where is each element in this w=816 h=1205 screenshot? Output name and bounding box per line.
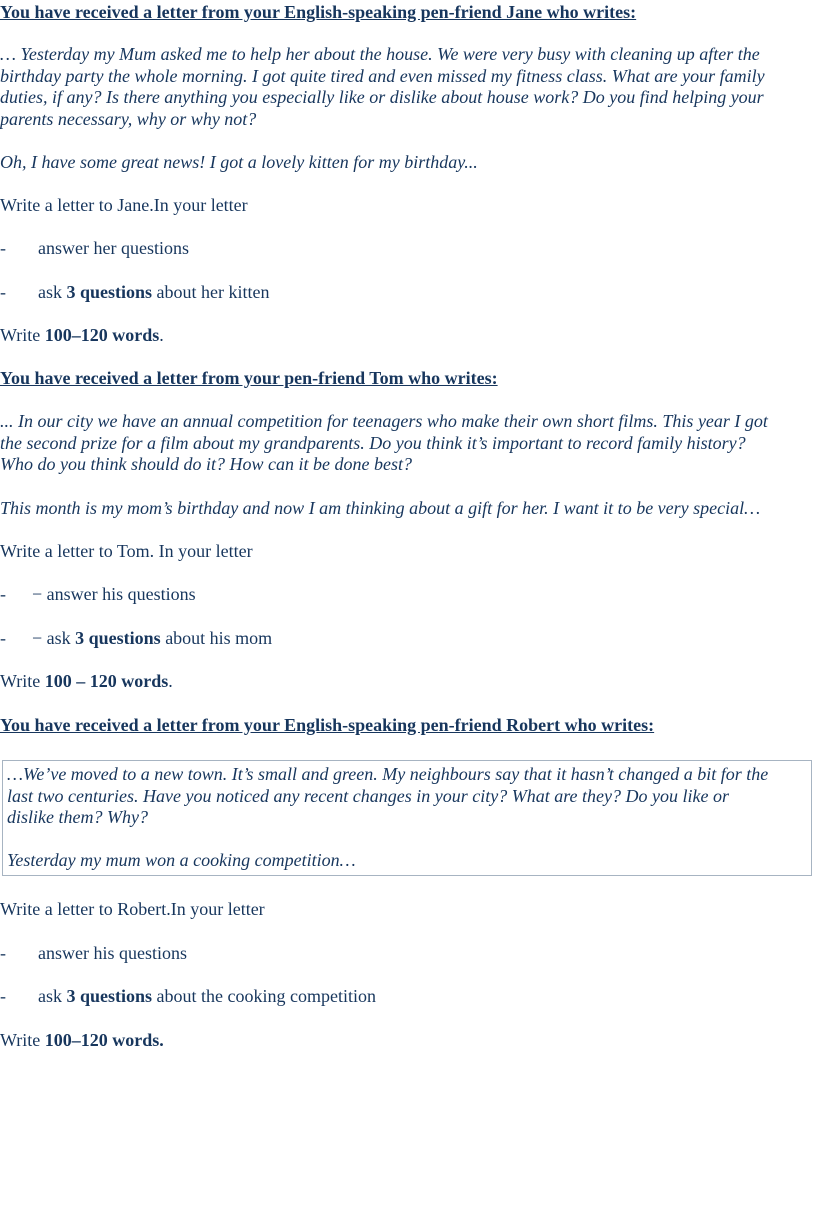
task1-letter-line: birthday party the whole morning. I got quite tired and even missed my fitness class. What are your family: [0, 65, 765, 86]
bullet-text-bold: 3 questions: [75, 628, 161, 648]
task2-bullet-2-text: [32, 628, 272, 650]
bullet-text-pre: − ask: [32, 628, 76, 648]
task1-letter-line: … Yesterday my Mum asked me to help her about the house. We were very busy with cleaning up after the: [0, 44, 760, 64]
word-count-bold: 100 – 120 words: [44, 671, 169, 691]
word-count-bold: 100–120 words.: [44, 1030, 164, 1050]
task2-bullet-1-text: − answer his questions: [32, 584, 196, 604]
task3-letter-excerpt: [7, 764, 807, 829]
bullet-text-bold: 3 questions: [66, 986, 153, 1006]
task1-letter-line: parents necessary, why or why not?: [0, 108, 257, 129]
word-count-post: .: [159, 325, 164, 345]
task3-letter-line: dislike them? Why?: [7, 807, 148, 827]
task1-letter-line: duties, if any? Is there anything you especially like or dislike about house work? Do you find helping your: [0, 87, 764, 107]
task2-letter-excerpt: [0, 411, 812, 476]
bullet-text-post: about her kitten: [152, 282, 270, 302]
bullet-text-bold: 3 questions: [66, 282, 153, 302]
bullet-text-post: about the cooking competition: [152, 986, 376, 1006]
bullet-dash: -: [0, 282, 6, 302]
task3-bullet-2-text: [38, 986, 376, 1008]
task1-instruction: Write a letter to Jane.In your letter: [0, 195, 248, 215]
word-count-bold: 100–120 words: [44, 325, 160, 345]
task2-letter-news: This month is my mom’s birthday and now I am thinking about a gift for her. I want it to be very special…: [0, 498, 761, 518]
bullet-text-pre: ask: [38, 282, 67, 302]
bullet-text-post: about his mom: [160, 628, 273, 648]
task1-letter-excerpt: [0, 44, 812, 130]
task3-word-count: [0, 1030, 164, 1052]
task2-heading: You have received a letter from your pen-friend Tom who writes:: [0, 368, 498, 388]
word-count-pre: Write: [0, 325, 45, 345]
task2-instruction: Write a letter to Tom. In your letter: [0, 541, 253, 561]
task2-letter-line: the second prize for a film about my grandparents. Do you think it’s important to record family history?: [0, 432, 746, 453]
task1-heading: You have received a letter from your English-speaking pen-friend Jane who writes:: [0, 2, 637, 22]
task3-instruction: Write a letter to Robert.In your letter: [0, 899, 265, 919]
word-count-post: .: [168, 671, 173, 691]
task3-heading: You have received a letter from your English-speaking pen-friend Robert who writes:: [0, 715, 655, 735]
task3-letter-news: Yesterday my mum won a cooking competition…: [7, 850, 356, 870]
task2-word-count: [0, 671, 173, 693]
task3-letter-line: last two centuries. Have you noticed any recent changes in your city? What are they? Do you like or: [7, 785, 729, 806]
task3-bullet-1-text: answer his questions: [38, 943, 187, 963]
task2-letter-line: Who do you think should do it? How can it be done best?: [0, 454, 412, 474]
task1-letter-news: Oh, I have some great news! I got a lovely kitten for my birthday...: [0, 152, 478, 172]
bullet-dash: -: [0, 628, 6, 648]
task1-word-count: [0, 325, 164, 347]
task2-letter-line: ... In our city we have an annual competition for teenagers who make their own short films. This year I got: [0, 411, 768, 431]
bullet-dash: -: [0, 238, 6, 258]
word-count-pre: Write: [0, 671, 45, 691]
task3-letter-line: …We’ve moved to a new town. It’s small and green. My neighbours say that it hasn’t changed a bit for the: [7, 764, 769, 784]
word-count-pre: Write: [0, 1030, 45, 1050]
bullet-dash: -: [0, 943, 6, 963]
bullet-dash: -: [0, 584, 6, 604]
task1-bullet-1-text: answer her questions: [38, 238, 189, 258]
bullet-text-pre: ask: [38, 986, 67, 1006]
bullet-dash: -: [0, 986, 6, 1006]
task1-bullet-2-text: [38, 282, 270, 304]
task3-letter-box: [2, 760, 812, 876]
